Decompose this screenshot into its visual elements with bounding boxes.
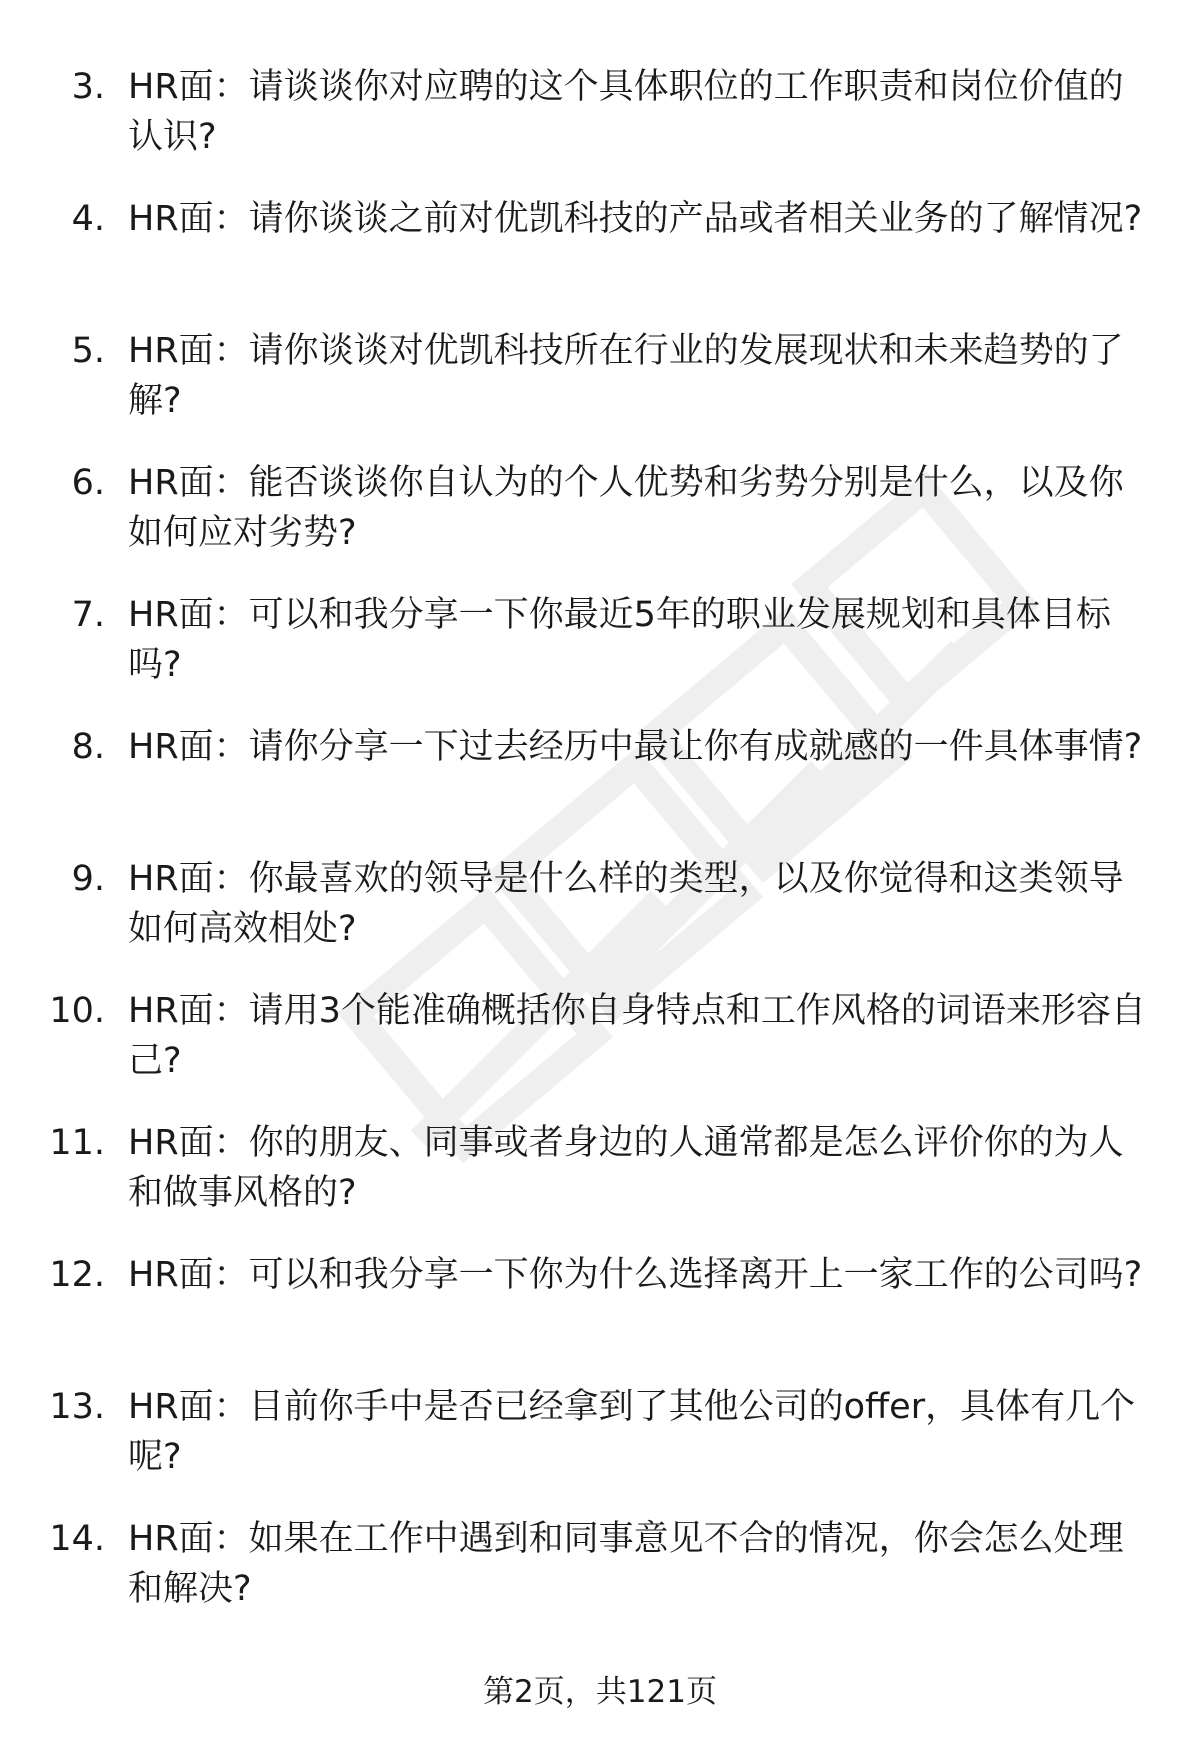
list-item — [0, 722, 1200, 854]
list-item — [0, 1382, 1200, 1514]
question-number: 11. — [49, 1123, 105, 1163]
list-item — [0, 194, 1200, 326]
list-item — [0, 590, 1200, 722]
question-text: HR面：请你谈谈之前对优凯科技的产品或者相关业务的了解情况? — [128, 199, 1143, 239]
question-text: HR面：如果在工作中遇到和同事意见不合的情况，你会怎么处理和解决? — [128, 1519, 1124, 1609]
question-number: 8. — [71, 727, 105, 767]
question-number: 10. — [49, 991, 105, 1031]
question-number: 4. — [71, 199, 105, 239]
question-text: HR面：目前你手中是否已经拿到了其他公司的offer，具体有几个呢? — [128, 1387, 1136, 1477]
question-text: HR面：可以和我分享一下你为什么选择离开上一家工作的公司吗? — [128, 1255, 1143, 1295]
question-number: 3. — [71, 67, 105, 107]
question-number: 7. — [71, 595, 105, 635]
list-item — [0, 326, 1200, 458]
list-item — [0, 62, 1200, 194]
question-number: 9. — [71, 859, 105, 899]
list-item — [0, 854, 1200, 986]
question-text: HR面：你的朋友、同事或者身边的人通常都是怎么评价你的为人和做事风格的? — [128, 1123, 1124, 1213]
question-text: HR面：请谈谈你对应聘的这个具体职位的工作职责和岗位价值的认识? — [128, 67, 1124, 157]
list-item — [0, 458, 1200, 590]
question-number: 12. — [49, 1255, 105, 1295]
list-item — [0, 1250, 1200, 1382]
question-text: HR面：能否谈谈你自认为的个人优势和劣势分别是什么，以及你如何应对劣势? — [128, 463, 1124, 553]
question-number: 6. — [71, 463, 105, 503]
question-text: HR面：请你分享一下过去经历中最让你有成就感的一件具体事情? — [128, 727, 1143, 767]
question-number: 13. — [49, 1387, 105, 1427]
page-number: 第2页，共121页 — [483, 1674, 717, 1710]
question-text: HR面：请用3个能准确概括你自身特点和工作风格的词语来形容自己? — [128, 991, 1146, 1081]
question-number: 5. — [71, 331, 105, 371]
question-list — [0, 62, 1200, 1646]
list-item — [0, 986, 1200, 1118]
list-item — [0, 1118, 1200, 1250]
question-text: HR面：请你谈谈对优凯科技所在行业的发展现状和未来趋势的了解? — [128, 331, 1124, 421]
question-text: HR面：你最喜欢的领导是什么样的类型，以及你觉得和这类领导如何高效相处? — [128, 859, 1124, 949]
list-item — [0, 1514, 1200, 1646]
question-number: 14. — [49, 1519, 105, 1559]
question-text: HR面：可以和我分享一下你最近5年的职业发展规划和具体目标吗? — [128, 595, 1111, 685]
